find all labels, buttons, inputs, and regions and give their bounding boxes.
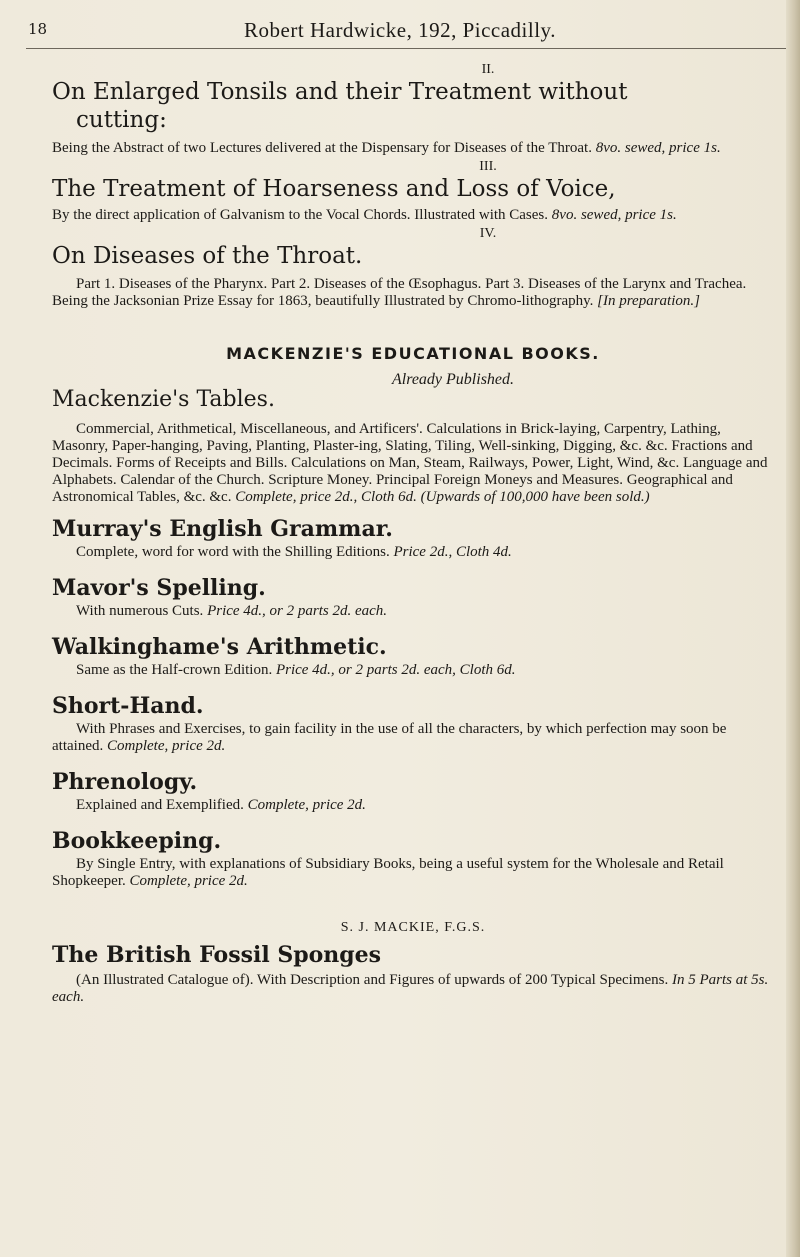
entry-numeral: III. [479, 159, 497, 174]
book-description: With Phrases and Exercises, to gain facility in the use of all the characters, by which perfection may soon be attained. Complete, price 2d. [52, 721, 727, 754]
book-bookkeeping [52, 828, 774, 890]
section-educational-books [52, 344, 774, 389]
entry-title: On Diseases of the Throat. [52, 243, 363, 269]
page-number: 18 [28, 20, 48, 38]
book-title: Walkinghame's Arithmetic. [52, 634, 387, 660]
page-content [52, 60, 774, 1006]
book-description: By Single Entry, with explanations of Subsidiary Books, being a useful system for the Wholesale and Retail Shopkeeper. Complete, price 2d. [52, 856, 724, 889]
book-phrenology [52, 769, 774, 814]
author-heading: S. J. MACKIE, F.G.S. [340, 920, 486, 935]
book-title: Short-Hand. [52, 693, 204, 719]
book-title: Mackenzie's Tables. [52, 387, 275, 412]
entry-hoarseness [52, 159, 774, 224]
section-heading: MACKENZIE'S EDUCATIONAL BOOKS. [226, 344, 600, 363]
entry-description: Being the Abstract of two Lectures delivered at the Dispensary for Diseases of the Throat. 8vo. sewed, price 1s. [52, 140, 721, 156]
entry-diseases-throat [52, 226, 774, 310]
entry-numeral: IV. [479, 226, 497, 241]
book-murrays-grammar [52, 516, 774, 561]
book-mavors-spelling [52, 575, 774, 620]
book-title: Bookkeeping. [52, 828, 222, 854]
book-title: The British Fossil Sponges [52, 942, 382, 968]
book-title: Mavor's Spelling. [52, 575, 266, 601]
book-description: Commercial, Arithmetical, Miscellaneous, and Artificers'. Calculations in Brick-laying, Carpentry, Lathing, Masonry, Paper-hanging, Paving, Planting, Plaster-ing, Slating, Tiling, Well-sinking, Digging, &c. &c. Fractions and Decimals. Forms of Receipts and Bills. Calculations on Man, Steam, Railways, Power, Light, Wind, &c. Language and Alphabets. Calendar of the Church. Scripture Money. Principal Foreign Moneys and Measures. Geographical and Astronomical Tables, &c. &c. Complete, price 2d., Cloth 6d. (Upwards of 100,000 have been sold.) [52, 421, 768, 505]
entry-title: The Treatment of Hoarseness and Loss of Voice, [52, 176, 616, 202]
book-british-fossil-sponges [52, 920, 774, 1006]
section-subheading: Already Published. [391, 371, 515, 388]
book-description: Explained and Exemplified. Complete, price 2d. [76, 797, 366, 813]
book-title: Murray's English Grammar. [52, 516, 393, 542]
running-head [0, 18, 800, 48]
book-description: With numerous Cuts. Price 4d., or 2 parts 2d. each. [76, 603, 388, 619]
entry-title: On Enlarged Tonsils and their Treatment without cutting: [52, 79, 628, 133]
book-title: Phrenology. [52, 769, 198, 795]
header-rule [26, 48, 786, 49]
entry-enlarged-tonsils [52, 62, 774, 157]
publisher-header: Robert Hardwicke, 192, Piccadilly. [244, 18, 556, 42]
entry-numeral: II. [481, 62, 495, 77]
book-short-hand [52, 693, 774, 755]
entry-description: Part 1. Diseases of the Pharynx. Part 2. Diseases of the Œsophagus. Part 3. Diseases of the Larynx and Trachea. Being the Jacksonian Prize Essay for 1863, beautifully Illustrated by Chromo-lithography. [In preparation.] [52, 276, 747, 309]
book-walkinghames-arithmetic [52, 634, 774, 679]
book-description: Same as the Half-crown Edition. Price 4d., or 2 parts 2d. each, Cloth 6d. [76, 662, 516, 678]
entry-description: By the direct application of Galvanism to the Vocal Chords. Illustrated with Cases. 8vo. sewed, price 1s. [52, 207, 677, 223]
book-description: Complete, word for word with the Shilling Editions. Price 2d., Cloth 4d. [76, 544, 512, 560]
book-description: (An Illustrated Catalogue of). With Description and Figures of upwards of 200 Typical Specimens. In 5 Parts at 5s. each. [52, 972, 769, 1005]
page-edge [786, 0, 800, 1257]
book-mackenzies-tables [52, 387, 774, 506]
